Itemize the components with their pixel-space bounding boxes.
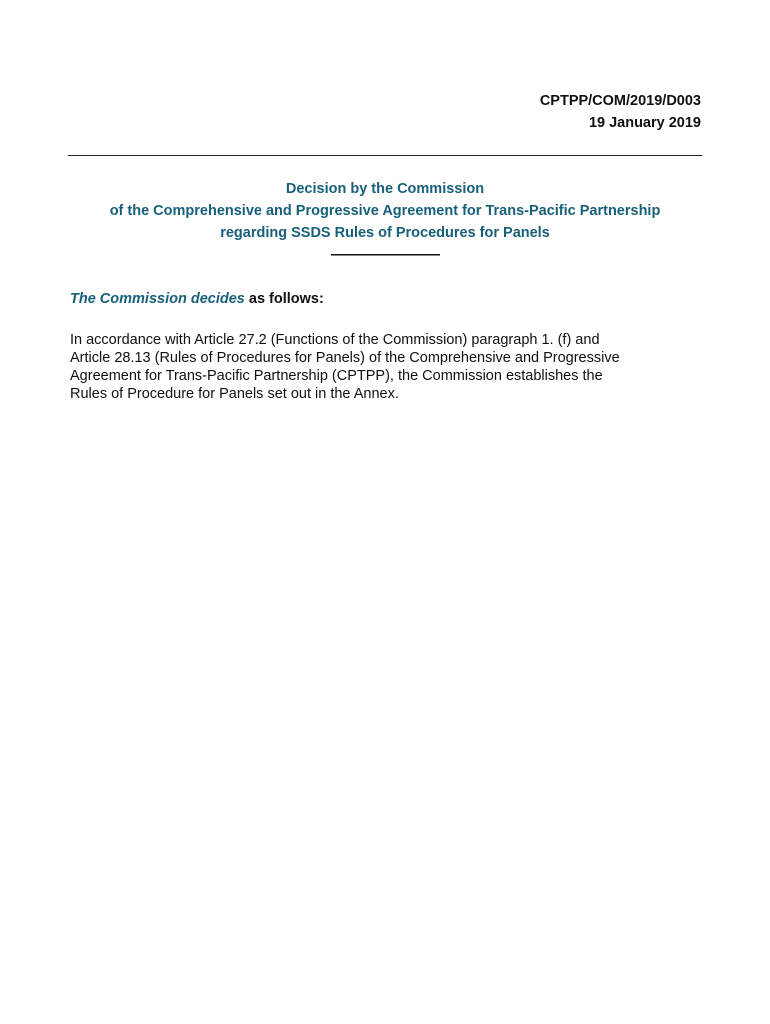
title-line-2: of the Comprehensive and Progressive Agreement for Trans-Pacific Partnership [109,203,661,219]
decision-intro-rest: as follows: [244,291,324,307]
document-reference-block [540,90,701,134]
body-line: In accordance with Article 27.2 (Functions of the Commission) paragraph 1. (f) and [70,332,600,348]
body-line: Rules of Procedure for Panels set out in the Annex. [70,386,399,402]
decision-subject: The Commission decides [70,291,245,307]
title-line-1: Decision by the Commission [285,181,485,197]
title-separator: ———————— [331,247,439,263]
decision-body-paragraph [70,331,700,403]
document-date: 19 January 2019 [588,115,701,131]
title-line-3: regarding SSDS Rules of Procedures for Panels [220,225,550,241]
body-line: Article 28.13 (Rules of Procedures for Panels) of the Comprehensive and Progressive [70,350,620,366]
document-reference-number: CPTPP/COM/2019/D003 [539,93,701,109]
decision-title [0,178,770,266]
body-line: Agreement for Trans-Pacific Partnership (CPTPP), the Commission establishes the [70,368,603,384]
decision-intro [70,289,324,309]
header-divider [68,155,702,156]
